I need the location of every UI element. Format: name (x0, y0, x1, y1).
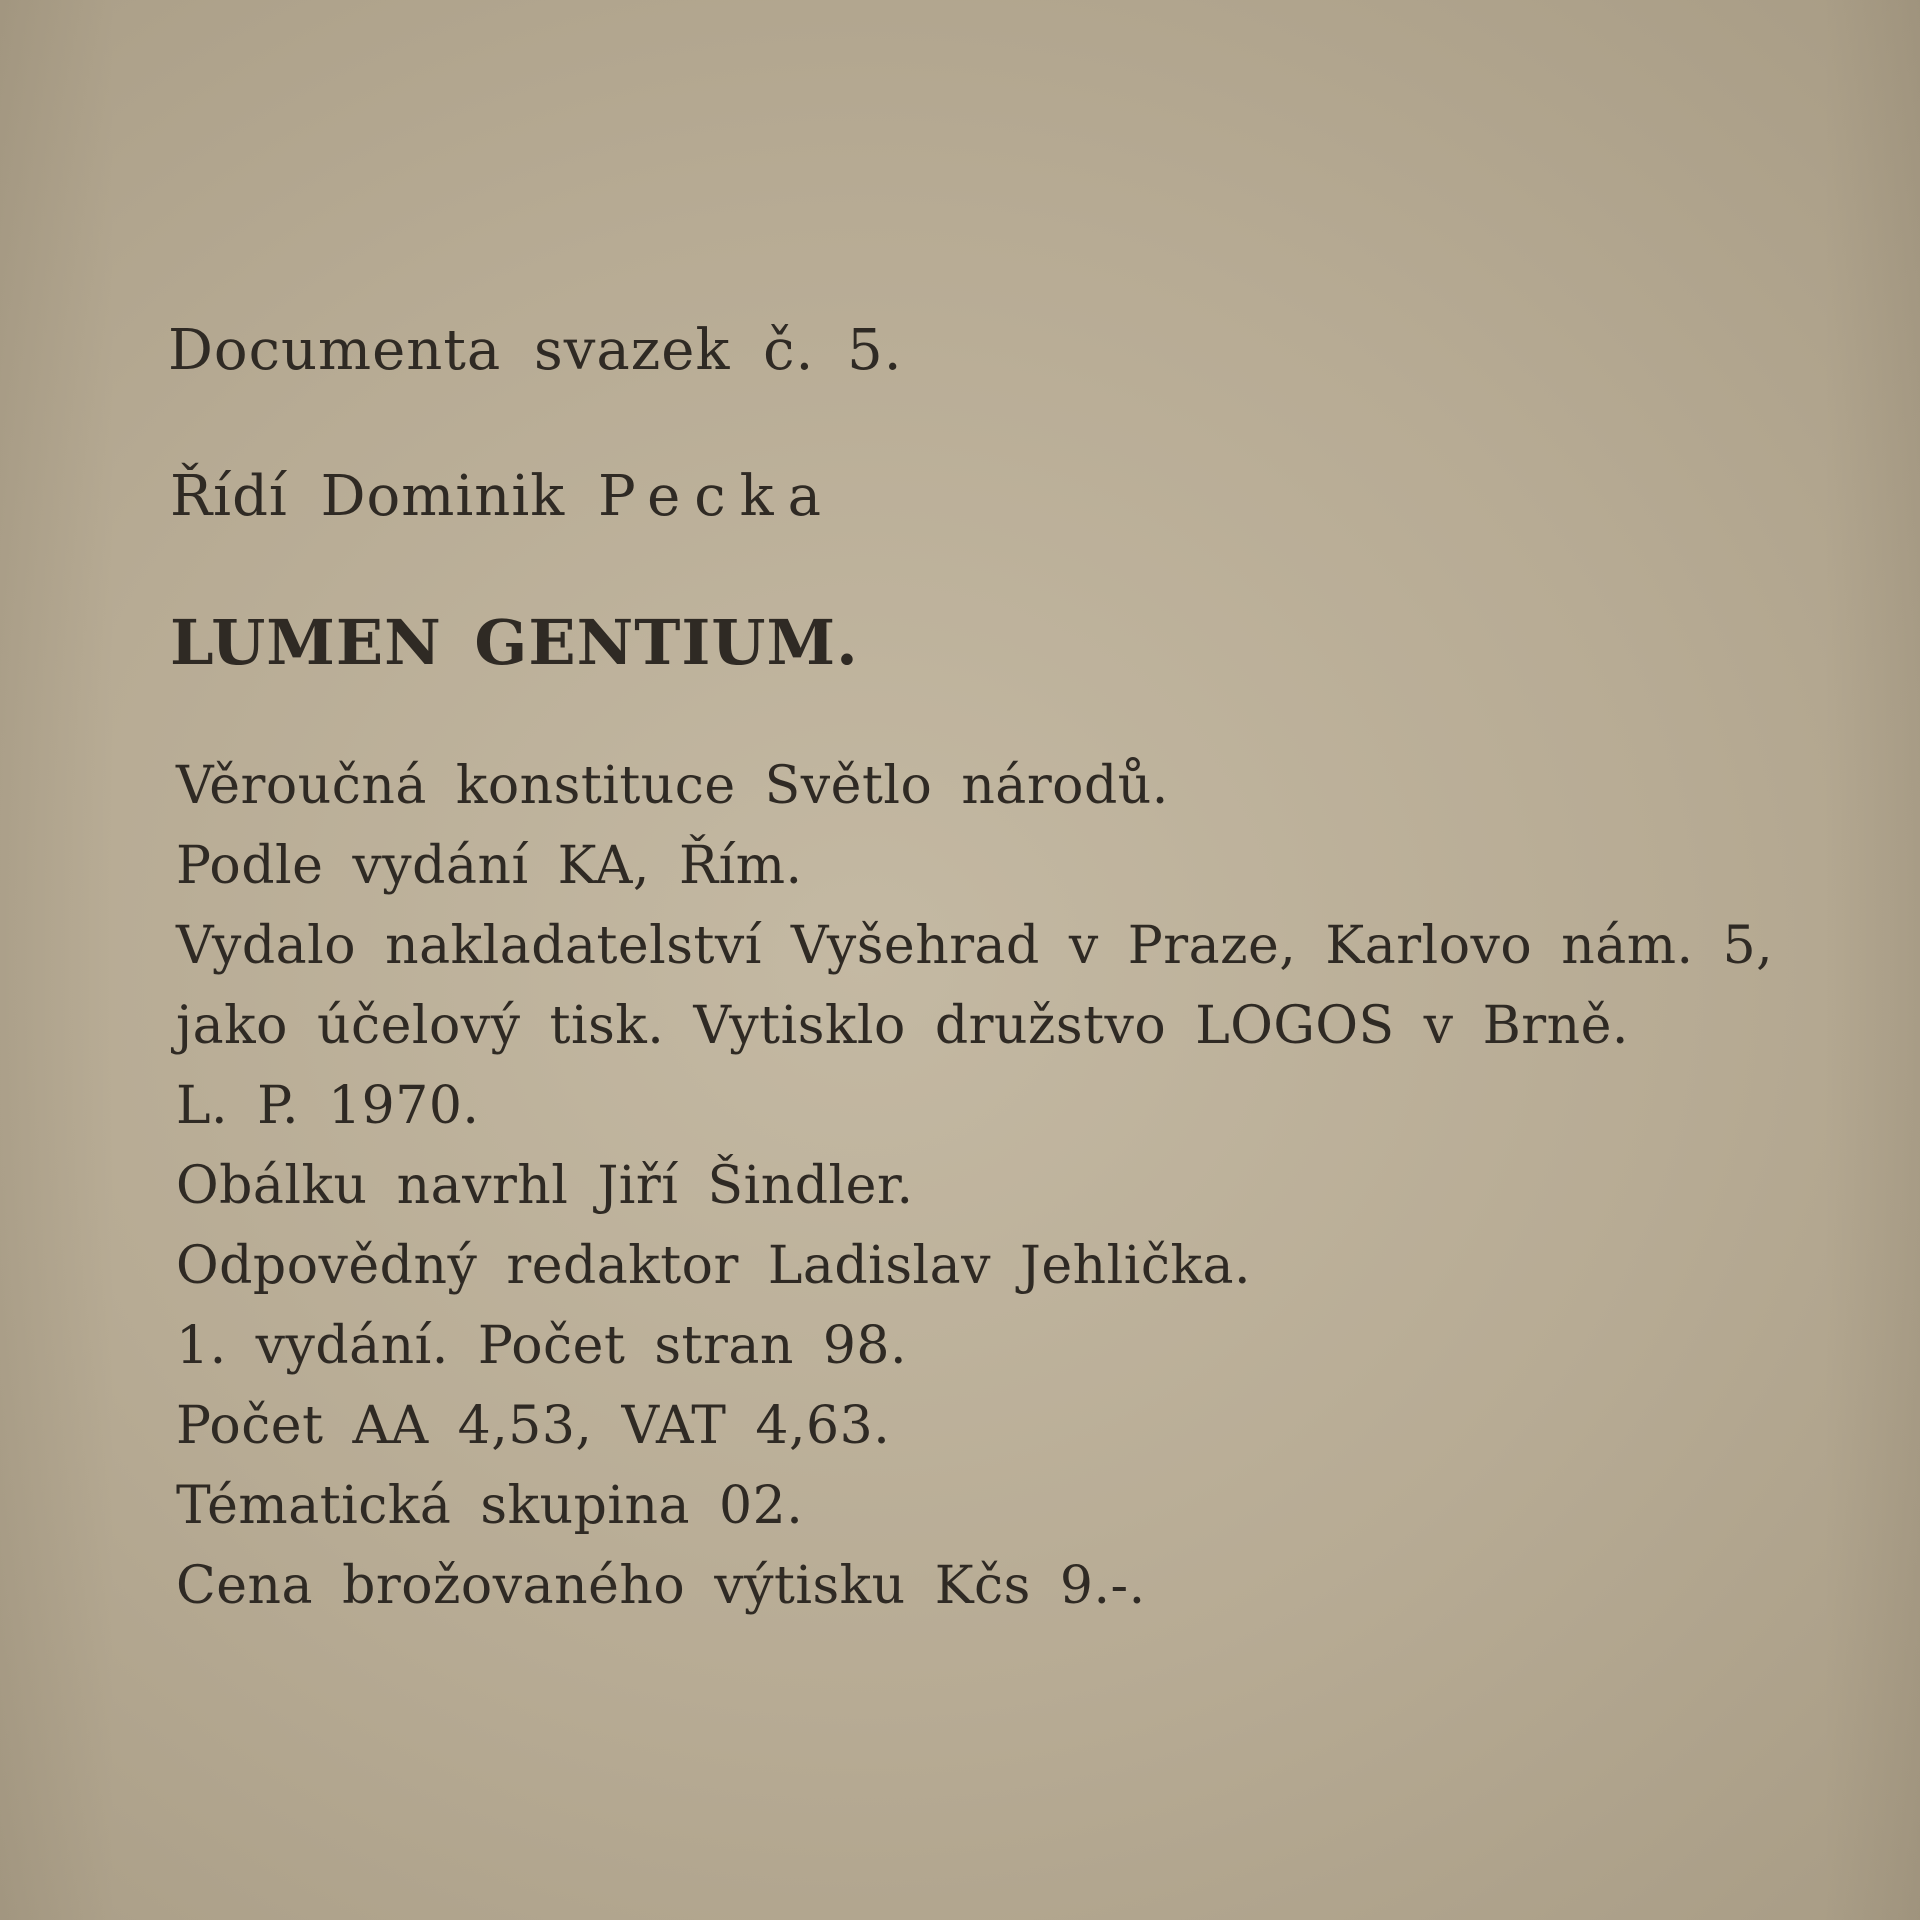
colophon-line: Věroučná konstituce Světlo národů. (176, 756, 1169, 816)
colophon-line: Podle vydání KA, Řím. (176, 836, 803, 896)
colophon-line: L. P. 1970. (176, 1076, 480, 1136)
editor-line (170, 464, 835, 529)
colophon-line: Cena brožovaného výtisku Kčs 9.-. (176, 1556, 1146, 1616)
colophon-line: Odpovědný redaktor Ladislav Jehlička. (176, 1236, 1252, 1296)
series-line: Documenta svazek č. 5. (168, 318, 903, 383)
colophon-line: Vydalo nakladatelství Vyšehrad v Praze, Karlovo nám. 5, (176, 916, 1774, 976)
document-title: LUMEN GENTIUM. (170, 606, 859, 679)
editor-prefix: Řídí Dominik (170, 464, 566, 529)
colophon-line: Počet AA 4,53, VAT 4,63. (176, 1396, 891, 1456)
colophon-line: Obálku navrhl Jiří Šindler. (176, 1156, 914, 1216)
colophon-line: 1. vydání. Počet stran 98. (176, 1316, 908, 1376)
colophon (176, 746, 1773, 1626)
editor-surname: Pecka (597, 464, 835, 529)
colophon-line: Tématická skupina 02. (176, 1476, 804, 1536)
colophon-line: jako účelový tisk. Vytisklo družstvo LOGOS v Brně. (176, 996, 1629, 1056)
